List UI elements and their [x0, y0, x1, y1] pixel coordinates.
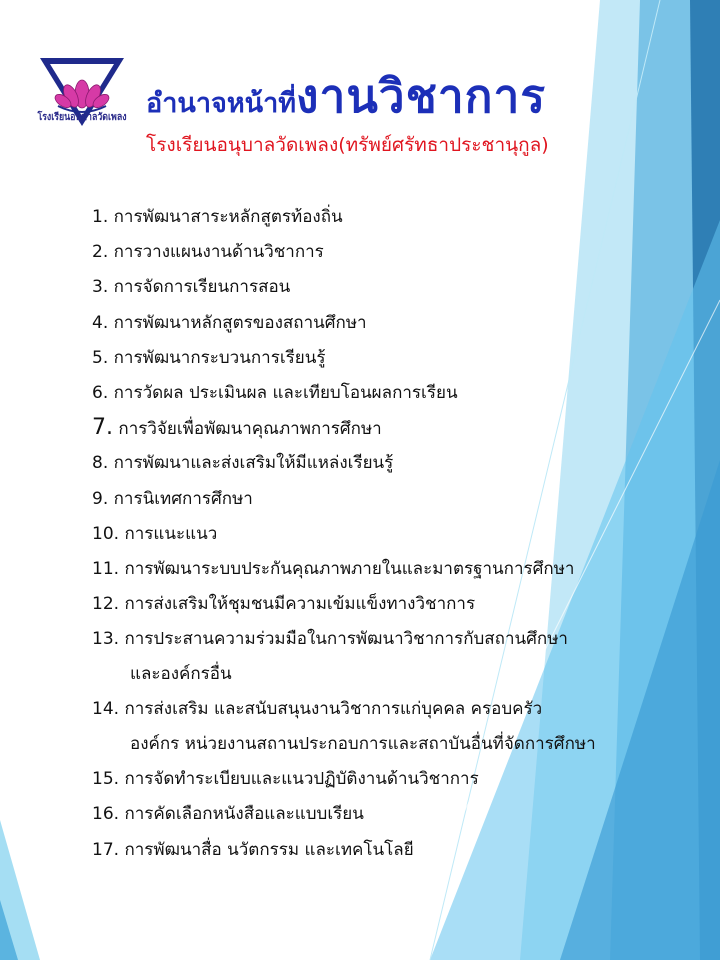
- item-text: การวางแผนงานด้านวิชาการ: [113, 242, 324, 263]
- duties-list: [92, 204, 712, 872]
- item-number: 8.: [92, 453, 109, 474]
- item-number: 4.: [92, 312, 109, 333]
- item-number: 2.: [92, 242, 109, 263]
- list-item: [92, 766, 712, 801]
- item-text: การวิจัยเพื่อพัฒนาคุณภาพการศึกษา: [118, 419, 382, 440]
- item-text: การพัฒนากระบวนการเรียนรู้: [113, 347, 326, 368]
- item-text: การแนะแนว: [124, 523, 218, 544]
- item-text: การส่งเสริม และสนับสนุนงานวิชาการแก่บุคคล ครอบครัว: [124, 699, 543, 720]
- item-text: การพัฒนาหลักสูตรของสถานศึกษา: [113, 312, 367, 333]
- item-number: 17.: [92, 839, 120, 860]
- item-text: การประสานความร่วมมือในการพัฒนาวิชาการกับสถานศึกษา: [124, 629, 568, 650]
- list-item: [92, 696, 712, 766]
- item-text: การจัดทำระเบียบและแนวปฏิบัติงานด้านวิชาการ: [124, 769, 479, 790]
- list-item: [92, 204, 712, 239]
- item-number: 7.: [92, 415, 113, 441]
- item-text-continued: และองค์กรอื่น: [130, 664, 232, 685]
- item-text: การพัฒนาสื่อ นวัตกรรม และเทคโนโลยี: [124, 839, 414, 860]
- item-number: 14.: [92, 699, 120, 720]
- item-text-continued: องค์กร หน่วยงานสถานประกอบการและสถาบันอื่นที่จัดการศึกษา: [130, 734, 596, 755]
- list-item: [92, 415, 712, 450]
- list-item: [92, 591, 712, 626]
- page-title-main: งานวิชาการ: [296, 69, 547, 123]
- list-item: [92, 310, 712, 345]
- item-number: 10.: [92, 523, 120, 544]
- page-title: [146, 60, 546, 133]
- item-number: 11.: [92, 558, 120, 579]
- list-item: [92, 450, 712, 485]
- item-number: 9.: [92, 488, 109, 509]
- item-number: 12.: [92, 594, 120, 615]
- list-item: [92, 239, 712, 274]
- list-item: [92, 380, 712, 415]
- item-text: การพัฒนาระบบประกันคุณภาพภายในและมาตรฐานการศึกษา: [124, 558, 575, 579]
- item-text: การจัดการเรียนการสอน: [113, 277, 291, 298]
- item-number: 6.: [92, 382, 109, 403]
- list-item: [92, 486, 712, 521]
- list-item: [92, 556, 712, 591]
- item-text: การส่งเสริมให้ชุมชนมีความเข้มแข็งทางวิชาการ: [124, 594, 476, 615]
- item-number: 15.: [92, 769, 120, 790]
- item-number: 13.: [92, 629, 120, 650]
- item-text: การพัฒนาและส่งเสริมให้มีแหล่งเรียนรู้: [113, 453, 394, 474]
- list-item: [92, 801, 712, 836]
- item-text: การคัดเลือกหนังสือและแบบเรียน: [124, 804, 364, 825]
- item-number: 1.: [92, 207, 109, 227]
- list-item: [92, 626, 712, 696]
- logo-caption: โรงเรียนอนุบาลวัดเพลง: [37, 112, 127, 123]
- item-number: 5.: [92, 347, 109, 368]
- list-item: [92, 274, 712, 309]
- list-item: [92, 521, 712, 556]
- item-text: การนิเทศการศึกษา: [113, 488, 253, 509]
- list-item: [92, 837, 712, 872]
- list-item: [92, 345, 712, 380]
- item-text: การพัฒนาสาระหลักสูตรท้องถิ่น: [113, 207, 343, 227]
- item-text: การวัดผล ประเมินผล และเทียบโอนผลการเรียน: [113, 382, 458, 403]
- item-number: 3.: [92, 277, 109, 298]
- page-title-prefix: อำนาจหน้าที่: [146, 88, 297, 119]
- item-number: 16.: [92, 804, 120, 825]
- school-name-subtitle: โรงเรียนอนุบาลวัดเพลง(ทรัพย์ศรัทธาประชานุกูล): [146, 134, 549, 156]
